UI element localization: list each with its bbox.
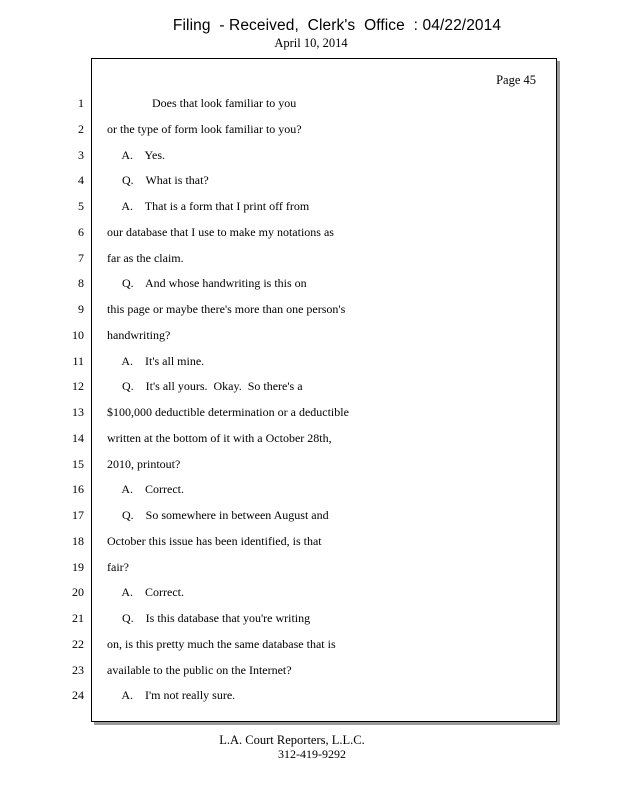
transcript-line: available to the public on the Internet?: [107, 663, 292, 677]
transcript-line: on, is this pretty much the same database that is: [107, 637, 336, 651]
line-number: 22: [72, 637, 84, 651]
transcript-date: April 10, 2014: [274, 36, 348, 50]
transcript-line: or the type of form look familiar to you?: [107, 122, 302, 136]
line-number: 9: [78, 302, 84, 316]
line-number: 10: [72, 328, 84, 342]
transcript-line: Q. It's all yours. Okay. So there's a: [107, 379, 303, 393]
transcript-line: fair?: [107, 560, 129, 574]
transcript-line: Q. What is that?: [107, 173, 209, 187]
transcript-line: Does that look familiar to you: [107, 96, 297, 110]
line-number: 4: [78, 173, 84, 187]
line-number: 11: [72, 354, 84, 368]
line-number: 21: [72, 611, 84, 625]
line-number: 24: [72, 688, 84, 702]
line-number: 8: [78, 276, 84, 290]
transcript-line: our database that I use to make my notations as: [107, 225, 334, 239]
transcript-line: A. That is a form that I print off from: [107, 199, 310, 213]
transcript-line: written at the bottom of it with a October 28th,: [107, 431, 332, 445]
filing-stamp-header: Filing - Received, Clerk's Office : 04/22/2014: [172, 17, 502, 34]
line-number: 23: [72, 663, 84, 677]
line-number: 14: [72, 431, 84, 445]
line-number: 18: [72, 534, 84, 548]
transcript-line: A. I'm not really sure.: [107, 688, 236, 702]
line-number: 1: [78, 96, 84, 110]
footer-company: L.A. Court Reporters, L.L.C.: [219, 733, 365, 747]
transcript-line: A. It's all mine.: [107, 354, 205, 368]
transcript-line: A. Yes.: [107, 148, 166, 162]
transcript-line: this page or maybe there's more than one person's: [107, 302, 346, 316]
line-number: 3: [78, 148, 84, 162]
line-number: 20: [72, 585, 84, 599]
transcript-line: Q. So somewhere in between August and: [107, 508, 329, 522]
line-number: 19: [72, 560, 84, 574]
transcript-line: October this issue has been identified, is that: [107, 534, 322, 548]
transcript-line: 2010, printout?: [107, 457, 181, 471]
transcript-line: handwriting?: [107, 328, 171, 342]
transcript-line: $100,000 deductible determination or a deductible: [107, 405, 349, 419]
transcript-line: Q. And whose handwriting is this on: [107, 276, 307, 290]
line-number: 13: [72, 405, 84, 419]
transcript-line: A. Correct.: [107, 585, 184, 599]
line-number: 5: [78, 199, 84, 213]
line-number: 7: [78, 251, 84, 265]
transcript-line: A. Correct.: [107, 482, 184, 496]
line-number-column: [0, 0, 84, 800]
transcript-line: Q. Is this database that you're writing: [107, 611, 311, 625]
line-number: 2: [78, 122, 84, 136]
footer-phone: 312-419-9292: [278, 747, 346, 761]
line-number: 15: [72, 457, 84, 471]
line-number: 12: [72, 379, 84, 393]
transcript-line: far as the claim.: [107, 251, 184, 265]
line-number: 17: [72, 508, 84, 522]
line-number: 6: [78, 225, 84, 239]
line-number: 16: [72, 482, 84, 496]
page-number: Page 45: [496, 73, 536, 87]
